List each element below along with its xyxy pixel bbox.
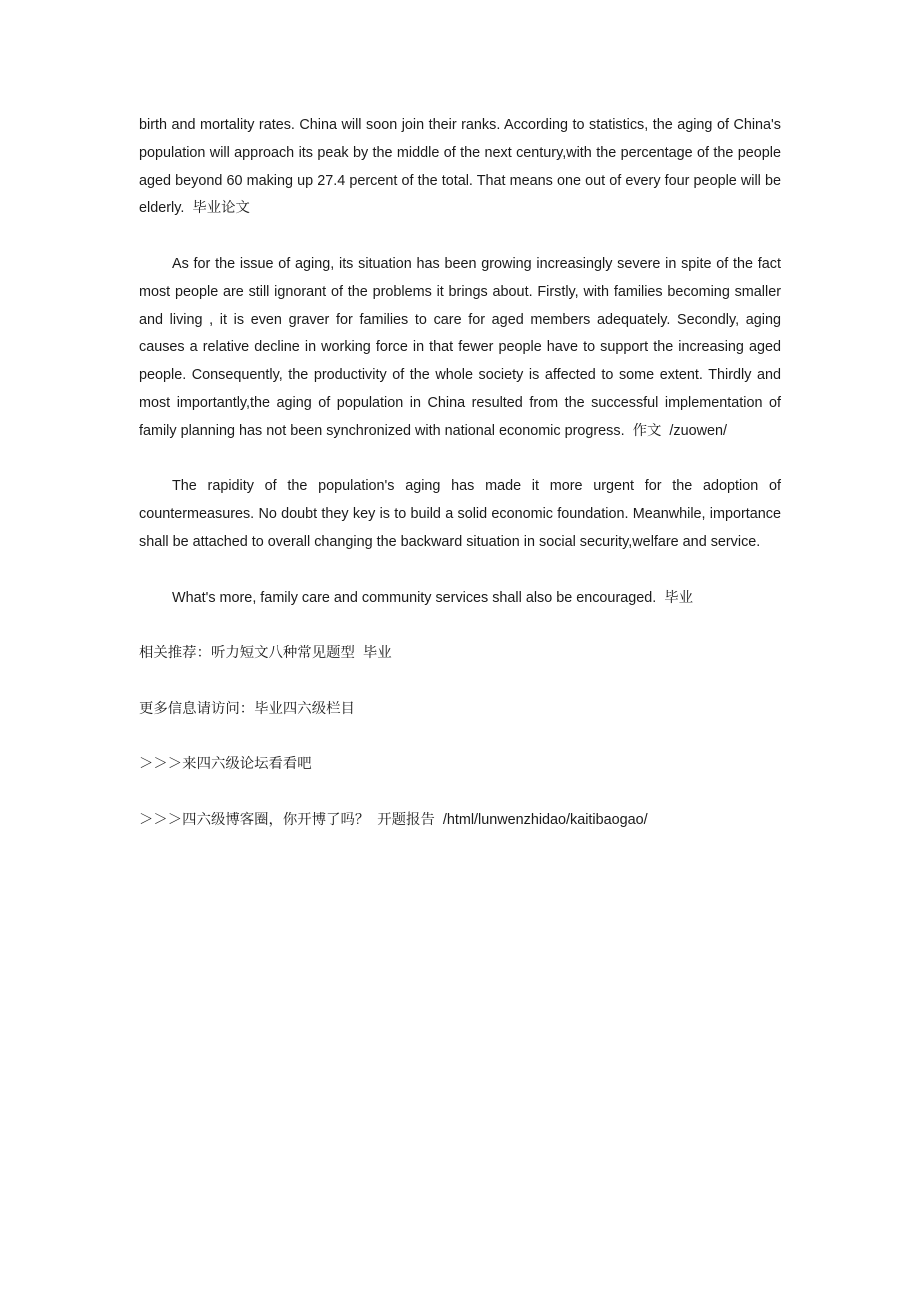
paragraph-gap <box>139 223 781 251</box>
more-info-link[interactable]: 更多信息请访问：毕业四六级栏目 <box>139 700 355 717</box>
paragraph-text: birth and mortality rates. China will soon join their ranks. According to statistics, the aging of China's population will approach its peak by the middle of the next century,with the percentage of the people aged beyond 60 making up 27.4 percent of the total. That means one out of every four people will be elderly. <box>139 117 781 217</box>
proposal-path: /html/lunwenzhidao/kaitibaogao/ <box>442 811 648 828</box>
paragraph-gap <box>139 446 781 474</box>
paragraph-gap <box>139 779 781 807</box>
paragraph-text: What's more, family care and community services shall also be encouraged. <box>172 589 657 606</box>
paragraph-gap <box>139 668 781 696</box>
paragraph-population-statistics <box>139 112 781 223</box>
paragraph-gap <box>139 724 781 752</box>
forum-line[interactable] <box>139 751 781 779</box>
blog-link[interactable]: ＞＞＞四六级博客圈，你开博了吗？ <box>139 811 370 828</box>
essay-path: /zuowen/ <box>669 422 727 439</box>
paragraph-family-care <box>139 585 781 613</box>
paragraph-countermeasures <box>139 473 781 556</box>
graduation-tag: 毕业 <box>664 589 694 606</box>
related-tag: 毕业 <box>362 645 392 662</box>
related-link[interactable]: 相关推荐：听力短文八种常见题型 <box>139 645 355 662</box>
document-body <box>139 112 781 835</box>
paragraph-text: As for the issue of aging, its situation has been growing increasingly severe in spite of the fact most people are still ignorant of the problems it brings about. Firstly, with families becoming smaller and living , it is even graver for families to care for aged members adequately. Secondly, aging causes a relative decline in working force in that fewer people have to support the increasing aged people. Consequently, the productivity of the whole society is affected to some extent. Thirdly and most importantly,the aging of population in China resulted from the successful implementation of family planning has not been synchronized with national economic progress. <box>139 255 781 439</box>
proposal-tag: 开题报告 <box>377 811 435 828</box>
essay-tag: 作文 <box>632 422 662 439</box>
blog-line[interactable] <box>139 807 781 835</box>
more-info-line[interactable] <box>139 696 781 724</box>
forum-link[interactable]: ＞＞＞来四六级论坛看看吧 <box>139 756 312 773</box>
paragraph-text: The rapidity of the population's aging has made it more urgent for the adoption of countermeasures. No doubt they key is to build a solid economic foundation. Meanwhile, importance shall be attached to overall changing the backward situation in social security,welfare and service. <box>139 478 781 550</box>
paragraph-gap <box>139 612 781 640</box>
paragraph-aging-issue <box>139 251 781 446</box>
related-recommendation[interactable] <box>139 640 781 668</box>
thesis-tag: 毕业论文 <box>192 200 250 217</box>
paragraph-gap <box>139 557 781 585</box>
